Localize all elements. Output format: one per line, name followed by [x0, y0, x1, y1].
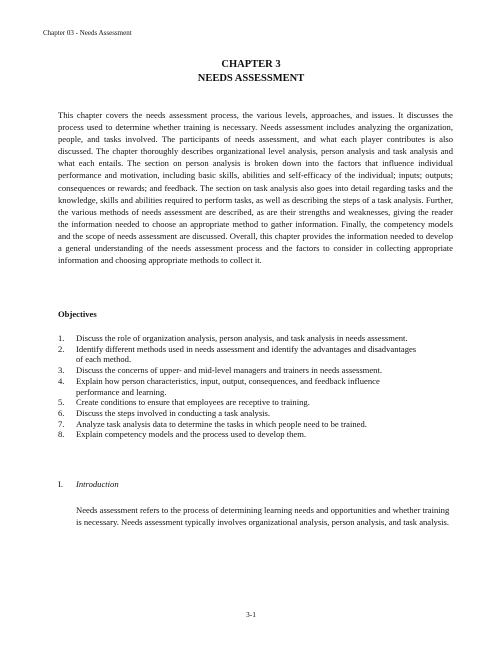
chapter-name: NEEDS ASSESSMENT: [197, 73, 305, 84]
objective-number: 5.: [58, 397, 65, 408]
objective-item: [58, 344, 418, 365]
intro-paragraph: This chapter covers the needs assessment process, the various levels, approaches, and issues. It discusses the process used to determine whether training is necessary. Needs assessment includes analyzing the organization, people, and tasks involved. The participants of needs assessment, and what each player contributes is also discussed. The chapter thoroughly describes organizational level analysis, person analysis and task analysis and what each entails. The section on person analysis is broken down into the factors that influence individual performance and motivation, including basic skills, abilities and self-efficacy of the individual; inputs; outputs; consequences or rewards; and feedback. The section on task analysis also goes into detail regarding tasks and the knowledge, skills and abilities required to perform tasks, as well as describing the steps of a task analysis. Further, the various methods of needs assessment are described, as are their strengths and weaknesses, giving the reader the information needed to choose an appropriate method to gather information. Finally, the competency models and the scope of needs assessment are discussed. Overall, this chapter provides the information needed to develop a general understanding of the needs assessment process and the factors to consider in collecting appropriate information and choosing appropriate methods to collect it.: [58, 110, 453, 266]
objective-text: Analyze task analysis data to determine the tasks in which people need to be trained.: [76, 418, 367, 429]
objective-item: [58, 397, 418, 408]
objective-text: Explain how person characteristics, input, output, consequences, and feedback influence performance and learning.: [76, 375, 380, 397]
objective-item: [58, 429, 418, 440]
objective-number: 7.: [58, 418, 65, 429]
page-number: 3-1: [246, 610, 256, 619]
objective-item: [58, 376, 418, 397]
objective-text: Identify different methods used in needs assessment and identify the advantages and disadvantages of each method.: [76, 343, 417, 365]
section-heading: [58, 479, 119, 489]
running-header: Chapter 03 - Needs Assessment: [43, 29, 132, 37]
objective-number: 2.: [58, 343, 65, 354]
section-body: [76, 504, 451, 528]
objective-item: [58, 408, 418, 419]
section-paragraph: Needs assessment refers to the process of determining learning needs and opportunities and whether training is necessary. Needs assessment typically involves organizational analysis, person analysis, and task analysis.: [76, 505, 450, 527]
chapter-number: CHAPTER 3: [221, 59, 281, 70]
objective-number: 4.: [58, 375, 65, 386]
intro-section: [58, 109, 453, 266]
objective-number: 8.: [58, 429, 65, 440]
objectives-list: [58, 333, 418, 440]
objective-item: [58, 365, 418, 376]
objectives-heading: Objectives: [58, 309, 97, 319]
chapter-title: [0, 58, 502, 86]
section-title: Introduction: [76, 479, 119, 489]
objective-text: Discuss the concerns of upper- and mid-level managers and trainers in needs assessment.: [76, 365, 383, 376]
objective-item: [58, 419, 418, 430]
objective-text: Explain competency models and the process used to develop them.: [76, 429, 307, 440]
objective-number: 3.: [58, 365, 65, 376]
objective-text: Create conditions to ensure that employees are receptive to training.: [76, 397, 310, 408]
objective-text: Discuss the steps involved in conducting a task analysis.: [76, 407, 271, 418]
objective-item: [58, 333, 418, 344]
objective-text: Discuss the role of organization analysis, person analysis, and task analysis in needs assessment.: [76, 333, 408, 343]
objective-number: 6.: [58, 407, 65, 418]
section-number: I.: [58, 479, 64, 489]
objective-number: 1.: [58, 333, 65, 343]
